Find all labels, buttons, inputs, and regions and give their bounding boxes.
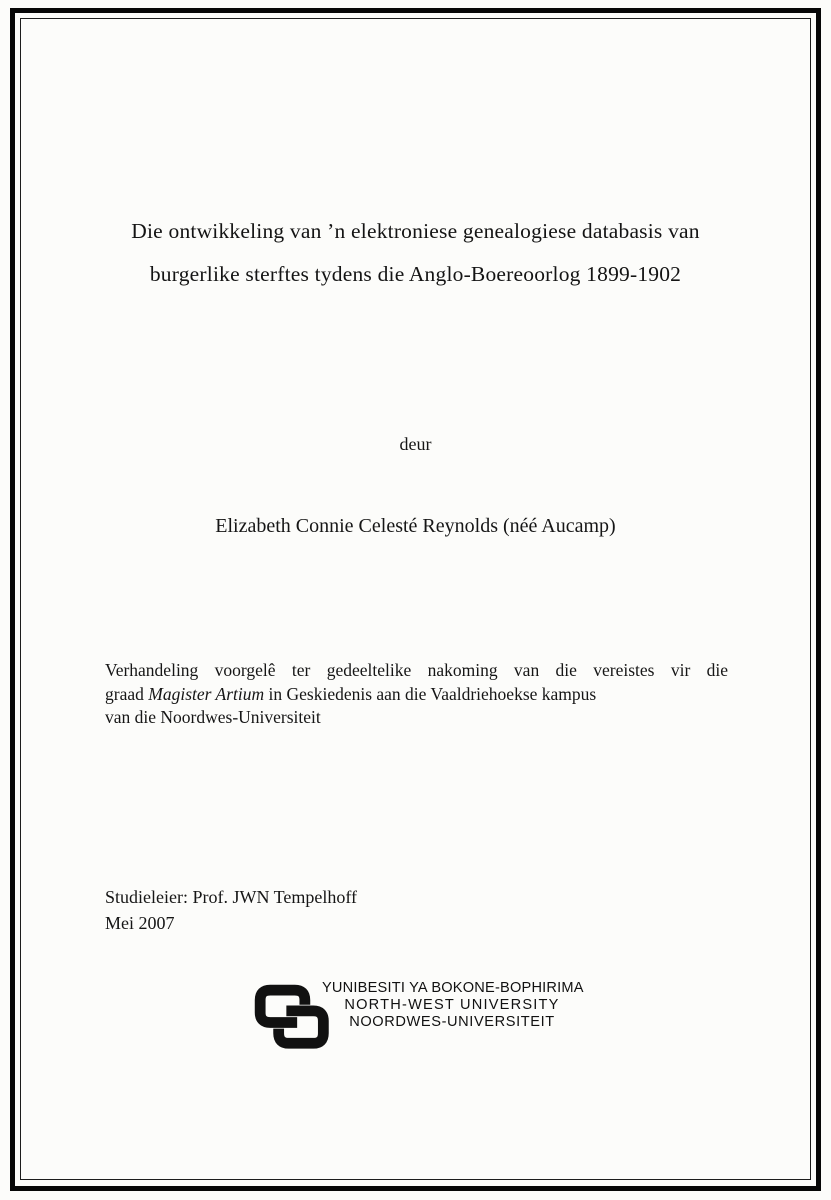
thesis-title-line-1: Die ontwikkeling van ’n elektroniese genealogiese databasis van — [131, 219, 700, 243]
logo-text-setswana: YUNIBESITI YA BOKONE-BOPHIRIMA — [322, 980, 584, 996]
degree-name-italic: Magister Artium — [148, 683, 265, 704]
logo-text-afrikaans: NOORDWES-UNIVERSITEIT — [349, 1013, 555, 1030]
degree-statement — [105, 659, 728, 730]
university-logo-text — [322, 980, 582, 1030]
author-name: Elizabeth Connie Celesté Reynolds (néé Aucamp) — [215, 515, 616, 537]
degree-statement-line-2-pre: graad — [105, 683, 149, 704]
university-logo — [254, 977, 582, 1051]
supervisor-line: Studieleier: Prof. JWN Tempelhoff — [105, 887, 358, 907]
byline: deur — [399, 434, 432, 454]
supervisor-block — [105, 884, 357, 936]
date-line: Mei 2007 — [105, 913, 175, 933]
logo-text-english: NORTH-WEST UNIVERSITY — [344, 996, 560, 1013]
thesis-title-line-2: burgerlike sterftes tydens die Anglo-Boereoorlog 1899-1902 — [149, 262, 682, 286]
thesis-title — [70, 210, 761, 296]
degree-statement-line-2 — [105, 683, 728, 707]
degree-statement-line-3: van die Noordwes-Universiteit — [105, 707, 321, 727]
degree-statement-line-1: Verhandeling voorgelê ter gedeeltelike nakoming van die vereistes vir die — [105, 660, 728, 680]
degree-statement-line-2-post: in Geskiedenis aan die Vaaldriehoekse kampus — [264, 683, 597, 704]
